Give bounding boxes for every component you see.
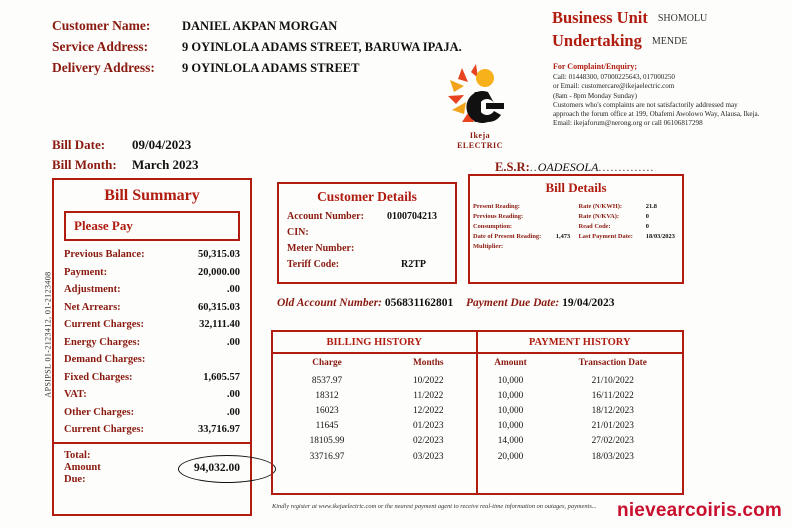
bill-summary-title: Bill Summary <box>104 187 200 204</box>
complaint-line-6: Email: ikejaforum@nerong.org or call 06106817298 <box>553 119 703 128</box>
billing-history-col-charge: Charge <box>312 358 342 368</box>
billing-charge: 33716.97 <box>309 451 345 462</box>
bill-details-v1 <box>553 221 576 231</box>
table-row <box>478 403 683 418</box>
total-amount-due-value-wrap <box>194 462 240 474</box>
business-unit-block <box>552 8 784 51</box>
bill-details-k1: Present Reading: <box>473 202 520 210</box>
summary-row <box>64 354 240 365</box>
side-reference-code: APSIPSL 01-2123412, 01-2123408 <box>43 271 53 398</box>
total-label-line1: Total: <box>64 449 91 461</box>
payment-date: 21/01/2023 <box>591 421 634 432</box>
billing-month: 03/2023 <box>413 451 444 462</box>
complaint-line-3: (8am - 8pm Monday Sunday) <box>553 91 637 100</box>
total-amount-due-label <box>64 450 101 486</box>
table-row <box>478 388 683 403</box>
logo-caption-ikeja: Ikeja <box>469 131 491 140</box>
delivery-address-row <box>52 60 472 76</box>
summary-row <box>64 407 240 418</box>
table-row <box>273 434 476 449</box>
payment-date: 21/10/2022 <box>591 375 634 386</box>
summary-row <box>64 319 240 330</box>
customer-details-panel <box>277 182 457 284</box>
billing-charge: 8537.97 <box>311 375 343 386</box>
payment-history-col-date: Transaction Date <box>578 358 647 368</box>
footer-note: Kindly register at www.ikejaelectric.com or the nearest payment agent to receive real-time information on outages, payments... <box>272 503 597 510</box>
undertaking-row <box>552 31 784 51</box>
total-amount-due-row <box>54 442 250 486</box>
summary-row-label: VAT: <box>64 389 87 400</box>
summary-row <box>64 249 240 260</box>
payment-due-date-value: 19/04/2023 <box>562 297 615 309</box>
bill-details-table <box>470 201 682 252</box>
please-pay-box: Please Pay <box>64 211 240 241</box>
bill-details-k2: Rate (N/KWH): <box>578 202 622 210</box>
billing-month: 11/2022 <box>413 390 444 401</box>
esr-label: E.S.R: <box>495 160 530 174</box>
payment-date: 27/02/2023 <box>591 436 634 447</box>
summary-row-value: 1,605.57 <box>203 371 240 383</box>
meter-number-label: Meter Number: <box>287 243 355 254</box>
summary-row-label: Payment: <box>64 266 108 278</box>
complaint-info-block <box>553 62 788 128</box>
service-address-value: 9 OYINLOLA ADAMS STREET, BARUWA IPAJA. <box>182 40 462 54</box>
customer-name-value: DANIEL AKPAN MORGAN <box>182 19 338 33</box>
total-label-line3: Due: <box>64 473 86 485</box>
cin-row <box>279 227 455 238</box>
billing-month: 02/2023 <box>413 436 444 447</box>
bill-date-label: Bill Date: <box>52 137 106 152</box>
meter-number-row <box>279 243 455 254</box>
payment-amount: 14,000 <box>497 436 524 447</box>
summary-row-value: .00 <box>226 406 240 418</box>
summary-row-value: .00 <box>226 389 240 400</box>
summary-row-value: .00 <box>226 336 240 348</box>
billing-history-header-row <box>273 354 476 373</box>
bill-summary-rows <box>54 249 250 435</box>
tariff-code-row <box>279 259 455 270</box>
bill-date-row <box>52 137 352 153</box>
payment-date: 16/11/2022 <box>591 390 634 401</box>
bill-details-row <box>470 201 682 211</box>
billing-charge: 11645 <box>315 421 339 432</box>
table-row <box>478 373 683 388</box>
esr-dots-left: .. <box>529 160 538 174</box>
summary-row-value: .00 <box>226 284 240 295</box>
summary-row-label: Current Charges: <box>64 424 145 435</box>
business-unit-label: Business Unit <box>552 8 648 27</box>
bill-details-panel <box>468 174 684 284</box>
delivery-address-value: 9 OYINLOLA ADAMS STREET <box>182 61 360 75</box>
summary-row-value: 33,716.97 <box>198 424 240 435</box>
bill-details-k2: Last Payment Date: <box>578 233 633 241</box>
summary-row <box>64 284 240 295</box>
summary-row-value: 50,315.03 <box>198 249 240 260</box>
payment-amount: 10,000 <box>497 405 524 416</box>
total-amount-due-value: 94,032.00 <box>194 461 240 474</box>
table-row <box>273 449 476 464</box>
payment-history-section <box>478 332 683 493</box>
payment-history-col-amount: Amount <box>494 358 527 368</box>
table-row <box>273 419 476 434</box>
summary-row <box>64 372 240 383</box>
payment-date: 18/12/2023 <box>591 405 634 416</box>
summary-row <box>64 389 240 400</box>
payment-amount: 10,000 <box>497 375 524 386</box>
table-row <box>273 388 476 403</box>
payment-due-date-block <box>466 297 615 309</box>
bill-details-v1 <box>553 211 576 221</box>
billing-history-table <box>273 354 476 464</box>
summary-row-label: Net Arrears: <box>64 301 121 313</box>
table-row <box>273 403 476 418</box>
table-row <box>478 419 683 434</box>
cin-label: CIN: <box>287 227 309 238</box>
bill-date-block <box>52 137 352 177</box>
undertaking-label: Undertaking <box>552 31 642 50</box>
tariff-code-label: Teriff Code: <box>287 259 340 270</box>
summary-row-label: Demand Charges: <box>64 354 146 365</box>
payment-history-title: PAYMENT HISTORY <box>478 332 683 354</box>
bill-details-v2 <box>643 242 682 252</box>
summary-row-value: 20,000.00 <box>198 266 240 278</box>
old-account-number-label: Old Account Number: <box>277 297 382 309</box>
billing-history-col-months: Months <box>413 358 444 368</box>
payment-amount: 20,000 <box>497 451 524 462</box>
summary-row-label: Fixed Charges: <box>64 371 133 383</box>
bill-details-v2: 0 <box>645 212 649 220</box>
esr-block <box>495 160 654 175</box>
complaint-heading: For Complaint/Enquiry; <box>553 62 638 71</box>
summary-row <box>64 267 240 278</box>
logo-mark-icon <box>438 62 522 130</box>
business-unit-value: SHOMOLU <box>657 13 708 24</box>
esr-name: OADESOLA <box>537 160 599 174</box>
bill-details-k2: Rate (N/KVA): <box>578 212 620 220</box>
payment-history-table <box>478 354 683 464</box>
summary-row <box>64 337 240 348</box>
bill-details-row <box>470 232 682 242</box>
bill-details-k2: Read Code: <box>578 222 611 230</box>
billing-charge: 18105.99 <box>309 436 345 447</box>
billing-charge: 18312 <box>315 390 339 401</box>
undertaking-value: MENDE <box>651 36 688 47</box>
bill-date-value: 09/04/2023 <box>132 137 192 152</box>
payment-history-header-row <box>478 354 683 373</box>
bill-details-title: Bill Details <box>545 180 607 195</box>
summary-row-value: 60,315.03 <box>198 301 240 313</box>
summary-row-label: Adjustment: <box>64 284 121 295</box>
account-number-value: 0100704213 <box>387 211 437 222</box>
summary-row-label: Other Charges: <box>64 406 135 418</box>
watermark: nievearcoiris.com <box>617 500 782 521</box>
bill-details-v1 <box>553 242 576 252</box>
customer-details-title: Customer Details <box>317 189 417 204</box>
table-row <box>478 449 683 464</box>
history-halves <box>273 332 682 493</box>
complaint-line-4: Customers who's complaints are not satisfactorily addressed may <box>553 100 738 109</box>
summary-row-value: 32,111.40 <box>199 319 240 330</box>
summary-row <box>64 302 240 313</box>
bill-details-k1: Multiplier: <box>473 243 504 251</box>
table-row <box>273 373 476 388</box>
bill-details-k1: Previous Reading: <box>473 212 524 220</box>
bill-summary-panel <box>52 178 252 516</box>
account-number-label: Account Number: <box>287 211 364 222</box>
total-label-line2: Amount <box>64 461 101 473</box>
complaint-line-2: or Email: customercare@ikejaelectric.com <box>553 82 675 91</box>
billing-month: 12/2022 <box>413 405 444 416</box>
payment-date: 18/03/2023 <box>591 451 634 462</box>
summary-row-label: Energy Charges: <box>64 336 141 348</box>
billing-history-title: BILLING HISTORY <box>273 332 476 354</box>
customer-name-label: Customer Name: <box>52 18 151 33</box>
bill-month-row <box>52 157 352 173</box>
summary-row-label: Previous Balance: <box>64 249 145 260</box>
old-account-number-block <box>277 297 453 309</box>
ikeja-electric-logo <box>425 62 535 157</box>
bill-details-v2: 18/03/2023 <box>645 233 675 241</box>
bill-month-value: March 2023 <box>132 157 199 172</box>
summary-row <box>64 424 240 435</box>
business-unit-row <box>552 8 784 28</box>
payment-due-date-label: Payment Due Date: <box>466 297 560 309</box>
service-address-label: Service Address: <box>52 39 149 54</box>
bill-month-label: Bill Month: <box>52 157 117 172</box>
billing-history-section <box>273 332 478 493</box>
service-address-row <box>52 39 472 55</box>
complaint-line-1: Call: 01448300, 07000225643, 017000250 <box>553 73 675 82</box>
billing-month: 01/2023 <box>413 421 444 432</box>
tariff-code-value: R2TP <box>401 259 426 270</box>
bill-details-v2: 0 <box>645 222 649 230</box>
esr-dots-right: .............. <box>598 160 655 174</box>
bill-details-row <box>470 242 682 252</box>
billing-month: 10/2022 <box>413 375 444 386</box>
bill-details-row <box>470 211 682 221</box>
summary-row-label: Current Charges: <box>64 319 145 330</box>
payment-amount: 10,000 <box>497 421 524 432</box>
history-panel <box>271 330 684 495</box>
bill-details-k1: Consumption: <box>473 222 513 230</box>
bill-details-k1: Date of Present Reading: <box>473 233 542 241</box>
delivery-address-label: Delivery Address: <box>52 60 155 75</box>
bill-details-v1 <box>553 201 576 211</box>
account-number-row <box>279 211 455 222</box>
payment-amount: 10,000 <box>497 390 524 401</box>
table-row <box>478 434 683 449</box>
customer-name-row <box>52 18 472 34</box>
old-account-number-value: 056831162801 <box>384 297 454 309</box>
logo-caption-electric: ELECTRIC <box>457 141 503 150</box>
customer-header <box>52 18 472 81</box>
summary-row-value <box>178 354 240 365</box>
bill-details-v1: 1,473 <box>555 233 571 241</box>
billing-charge: 16023 <box>315 405 339 416</box>
bill-details-v2: 21.8 <box>645 202 657 210</box>
complaint-line-5: approach the forum office at 199, Obafemi Awolowo Way, Alausa, Ikeja. <box>553 110 760 119</box>
bill-details-row <box>470 221 682 231</box>
bill-details-k2 <box>576 242 643 252</box>
